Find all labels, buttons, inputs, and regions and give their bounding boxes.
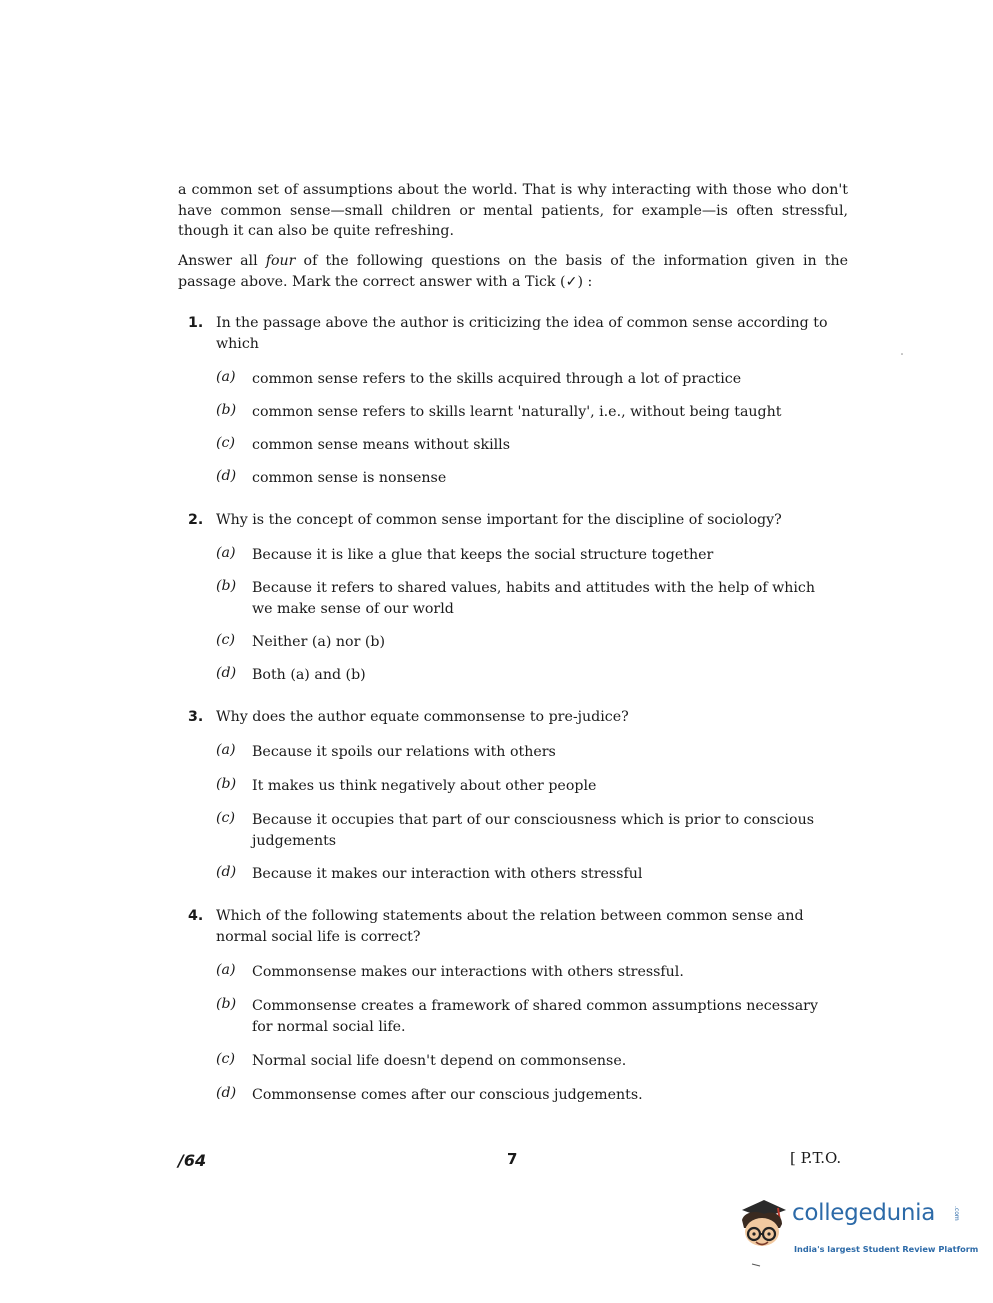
q1-option-b-label: (b) bbox=[216, 402, 237, 418]
passage-continuation: a common set of assumptions about the world. That is why interacting with those who don't have common sense—small children or mental patients, for example—is often stressful, though it can also be quite refreshing. bbox=[178, 182, 848, 239]
q2-option-a-text[interactable]: Because it is like a glue that keeps the social structure together bbox=[252, 547, 714, 563]
q3-option-c-text[interactable]: Because it occupies that part of our consciousness which is prior to conscious judgements bbox=[252, 812, 815, 849]
q3-option-d-text[interactable]: Because it makes our interaction with others stressful bbox=[252, 866, 643, 882]
question-3-text: Why does the author equate commonsense to pre-judice? bbox=[216, 709, 629, 725]
q1-option-a-text[interactable]: common sense refers to the skills acquired through a lot of practice bbox=[252, 371, 742, 387]
q3-option-d-label: (d) bbox=[216, 864, 237, 880]
q1-option-c-text[interactable]: common sense means without skills bbox=[252, 437, 511, 453]
question-4-number: 4. bbox=[188, 908, 204, 924]
q2-option-c-text[interactable]: Neither (a) nor (b) bbox=[252, 634, 386, 650]
q1-option-a-label: (a) bbox=[216, 369, 236, 385]
instruction-post: of the following questions on the basis of the information given in the passage above. Mark the correct answer with a Tick (✓) : bbox=[178, 253, 848, 290]
question-1-number: 1. bbox=[188, 315, 204, 331]
q2-option-c-label: (c) bbox=[216, 632, 236, 648]
q2-option-b-text[interactable]: Because it refers to shared values, habits and attitudes with the help of which we make sense of our world bbox=[252, 580, 815, 617]
q2-option-d-label: (d) bbox=[216, 665, 237, 681]
q4-option-d-text[interactable]: Commonsense comes after our conscious judgements. bbox=[252, 1087, 643, 1103]
question-3-number: 3. bbox=[188, 709, 204, 725]
q3-option-a-text[interactable]: Because it spoils our relations with others bbox=[252, 744, 556, 760]
q3-option-b-text[interactable]: It makes us think negatively about other people bbox=[252, 778, 597, 794]
brand-tagline: India's largest Student Review Platform bbox=[794, 1244, 979, 1254]
q2-option-b-label: (b) bbox=[216, 578, 237, 594]
q2-option-a-label: (a) bbox=[216, 545, 236, 561]
instruction-emphasis: four bbox=[265, 253, 296, 269]
brand-name: collegedunia bbox=[792, 1200, 936, 1226]
q4-option-b-text[interactable]: Commonsense creates a framework of shared common assumptions necessary for normal social life. bbox=[252, 998, 818, 1035]
q1-option-d-label: (d) bbox=[216, 468, 237, 484]
page-number: 7 bbox=[507, 1150, 518, 1168]
question-4-text: Which of the following statements about the relation between common sense and normal social life is correct? bbox=[216, 908, 804, 945]
q4-option-b-label: (b) bbox=[216, 996, 237, 1012]
question-2-number: 2. bbox=[188, 512, 204, 528]
q1-option-b-text[interactable]: common sense refers to skills learnt 'naturally', i.e., without being taught bbox=[252, 404, 782, 420]
q1-option-c-label: (c) bbox=[216, 435, 236, 451]
q4-option-a-text[interactable]: Commonsense makes our interactions with others stressful. bbox=[252, 964, 684, 980]
q3-option-b-label: (b) bbox=[216, 776, 237, 792]
q4-option-c-text[interactable]: Normal social life doesn't depend on commonsense. bbox=[252, 1053, 627, 1069]
q4-option-c-label: (c) bbox=[216, 1051, 236, 1067]
q2-option-d-text[interactable]: Both (a) and (b) bbox=[252, 667, 366, 683]
brand-suffix: .com bbox=[953, 1206, 960, 1221]
please-turn-over: [ P.T.O. bbox=[790, 1149, 842, 1167]
q3-option-a-label: (a) bbox=[216, 742, 236, 758]
question-2-text: Why is the concept of common sense important for the discipline of sociology? bbox=[216, 512, 782, 528]
question-1-text: In the passage above the author is criticizing the idea of common sense according to which bbox=[216, 315, 828, 352]
q4-option-d-label: (d) bbox=[216, 1085, 237, 1101]
instruction-pre: Answer all bbox=[178, 253, 266, 269]
paper-code: /64 bbox=[178, 1151, 207, 1170]
q4-option-a-label: (a) bbox=[216, 962, 236, 978]
q1-option-d-text[interactable]: common sense is nonsense bbox=[252, 470, 447, 486]
q3-option-c-label: (c) bbox=[216, 810, 236, 826]
